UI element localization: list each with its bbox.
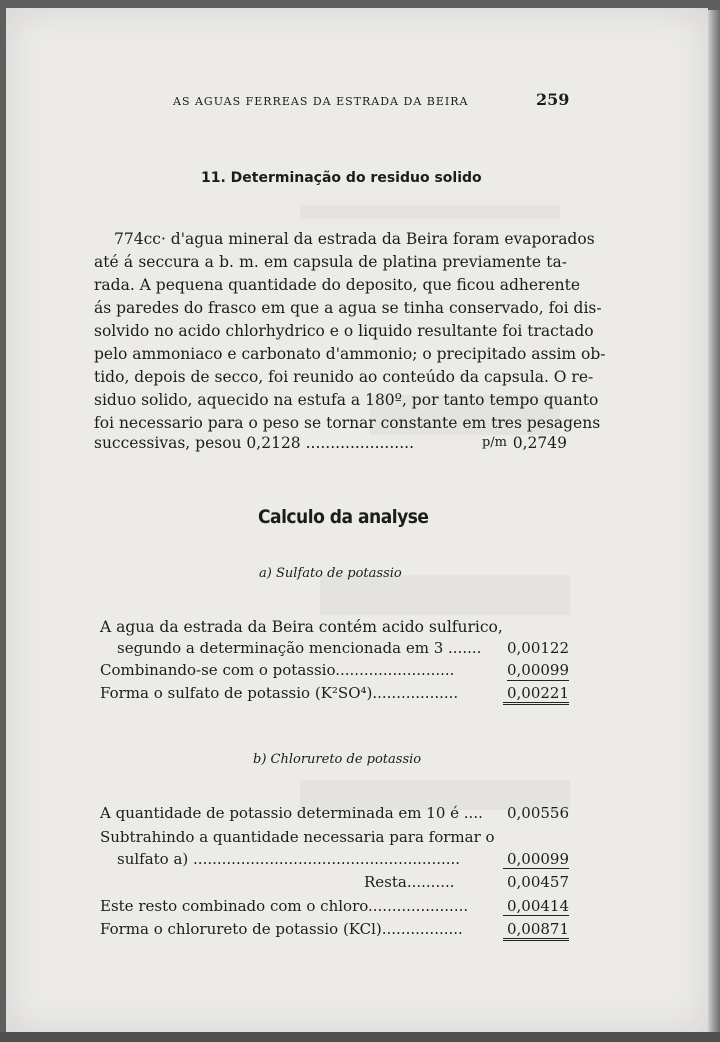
- page-edge: [708, 10, 720, 1034]
- table-row: [100, 661, 569, 681]
- final-value: 0,2749: [512, 434, 567, 452]
- paragraph-line: tido, depois de secco, foi reunido ao conteúdo da capsula. O re-: [94, 368, 594, 386]
- row-label: Subtrahindo a quantidade necessaria para formar o: [100, 828, 495, 846]
- calculo-heading: Calculo da analyse: [258, 506, 429, 528]
- page-number: 259: [536, 90, 570, 109]
- sulfato-intro: A agua da estrada da Beira contém acido sulfurico,: [100, 618, 503, 636]
- section-heading: 11. Determinação do residuo solido: [201, 170, 482, 186]
- row-value: 0,00871: [503, 920, 569, 941]
- row-label: Combinando-se com o potassio.........................: [100, 661, 455, 679]
- row-value: 0,00122: [506, 639, 569, 657]
- table-row: [100, 684, 569, 706]
- final-unit: p/m: [481, 435, 507, 450]
- row-label: A quantidade de potassio determinada em 10 é ....: [100, 804, 483, 822]
- paragraph-final-line: [94, 434, 567, 454]
- running-title: AS AGUAS FERREAS DA ESTRADA DA BEIRA: [173, 95, 469, 108]
- final-label: successivas, pesou 0,2128 ......................: [94, 434, 414, 452]
- row-value: 0,00414: [503, 897, 569, 916]
- row-value: 0,00556: [506, 804, 569, 822]
- table-row: [100, 920, 569, 942]
- row-label: segundo a determinação mencionada em 3 .......: [117, 639, 482, 657]
- subheading-sulfato: a) Sulfato de potassio: [259, 566, 402, 581]
- paragraph-line: foi necessario para o peso se tornar constante em tres pesagens: [94, 414, 601, 432]
- row-value: 0,00099: [506, 661, 569, 679]
- paragraph-line: rada. A pequena quantidade do deposito, que ficou adherente: [94, 276, 581, 294]
- row-label: Este resto combinado com o chloro.....................: [100, 897, 469, 915]
- table-row: [100, 804, 569, 824]
- row-label: sulfato a) ........................................................: [117, 850, 461, 868]
- table-row: [100, 897, 569, 917]
- bleed-through-mark: [300, 205, 560, 219]
- paragraph-line: até á seccura a b. m. em capsula de platina previamente ta-: [94, 253, 567, 271]
- subheading-chloruretо: b) Chloruretо de potassio: [253, 752, 422, 767]
- table-row: [364, 873, 569, 893]
- table-row: [100, 828, 569, 848]
- row-value: 0,00457: [506, 873, 569, 891]
- paragraph-line: pelo ammoniaco e carbonato d'ammonio; o precipitado assim ob-: [94, 345, 606, 363]
- row-label: Forma o chloruretо de potassio (KCl).................: [100, 920, 463, 938]
- paragraph-line: 774cc· d'agua mineral da estrada da Beira foram evaporados: [114, 230, 595, 248]
- paragraph-line: siduo solido, aquecido na estufa a 180º, por tanto tempo quanto: [94, 391, 599, 409]
- row-value: 0,00221: [503, 684, 569, 705]
- row-label: Resta..........: [364, 873, 455, 891]
- bleed-through-mark: [320, 575, 570, 615]
- paragraph-line: solvido no acido chlorhydrico e o liquido resultante foi tractado: [94, 322, 594, 340]
- table-row: [117, 850, 569, 870]
- row-value: 0,00099: [503, 850, 569, 869]
- table-row: [117, 639, 569, 659]
- page-bottom-edge: [0, 1032, 720, 1042]
- row-label: Forma o sulfato de potassio (K²SO⁴)..................: [100, 684, 459, 702]
- paragraph-line: ás paredes do frasco em que a agua se tinha conservado, foi dis-: [94, 299, 602, 317]
